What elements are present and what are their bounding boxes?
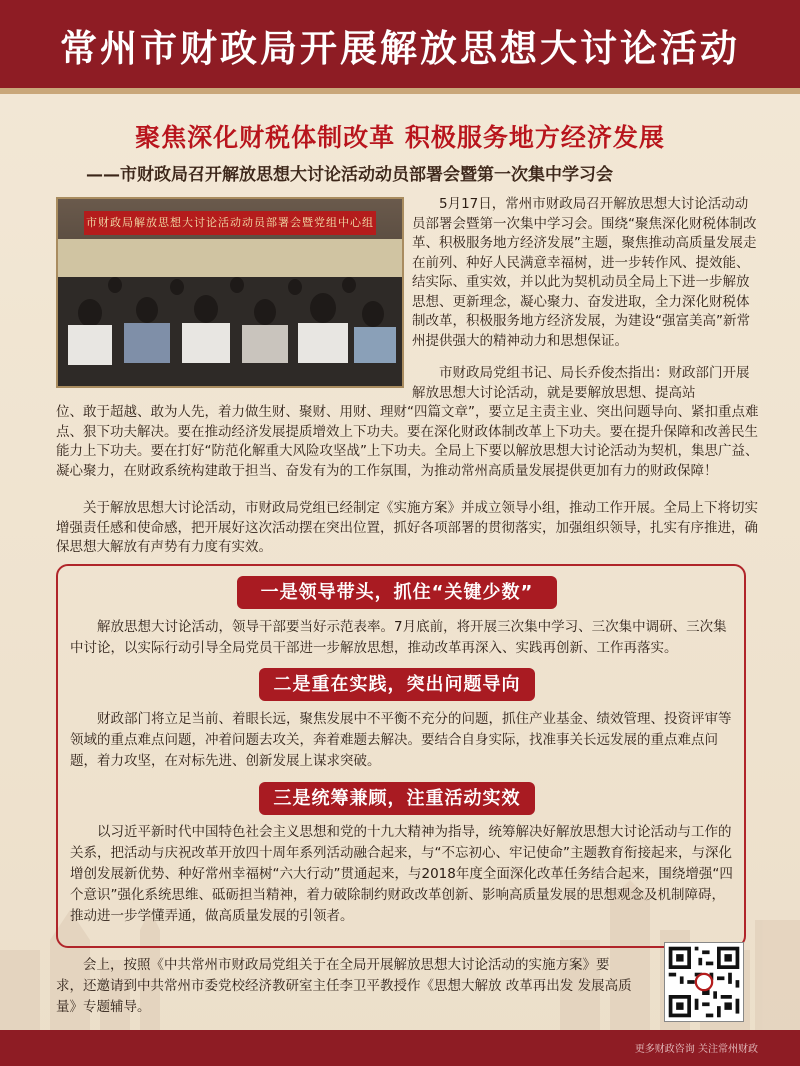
plan-paragraph: 关于解放思想大讨论活动，市财政局党组已经制定《实施方案》并成立领导小组，推动工作开展。全局上下将切实增强责任感和使命感，把开展好这次活动摆在突出位置，抓好各项部署的贯彻落实，加强组织领导，扎实有序推进，确保思想大解放有声势有力度有实效。 <box>56 500 758 555</box>
photo-banner <box>84 211 376 235</box>
speech-paragraph: 位、敢于超越、敢为人先，着力做生财、聚财、用财、理财“四篇文章”，要立足主责主业、突出问题导向、紧扣重点难点、狠下功夫解决。要在推动经济发展提质增效上下功夫。要在深化财政体制改革上下功夫。要在提升保障和改善民生能力上下功夫。要在打好“防范化解重大风险攻坚战”上下功夫。全局上下要以解放思想大讨论活动为契机，集思广益、凝心聚力，在财政系统构建敢于担当、奋发有为的工作氛围，为推动常州高质量发展提供更加有力的财政保障！ <box>56 404 759 479</box>
qr-code-icon[interactable] <box>664 942 744 1022</box>
title-underline <box>0 88 800 94</box>
section-body-2: 财政部门将立足当前、着眼长远，聚焦发展中不平衡不充分的问题，抓住产业基金、绩效管理、投资评审等领域的重点难点问题，冲着问题去攻关，奔着难题去解决。要结合自身实际，找准事关长远发展的重点难点问题，着力攻坚，在对标先进、创新发展上谋求突破。 <box>70 711 732 769</box>
section-heading-1: 一是领导带头，抓住“关键少数” <box>237 576 557 609</box>
page-title: 常州市财政局开展解放思想大讨论活动 <box>60 27 740 70</box>
section-body-3: 以习近平新时代中国特色社会主义思想和党的十九大精神为指导，统筹解决好解放思想大讨论活动与工作的关系，把活动与庆祝改革开放四十周年系列活动融合起来，与“不忘初心、牢记使命”主题教育衔接起来，与深化增创发展新优势、种好常州幸福树“六大行动”贯通起来，与2018年度全面深化改革任务结合起来，围绕增强“四个意识”强化系统思维、砥砺担当精神，着力破除制约财政改革创新、影响高质量发展的思想观念及机制障碍，推动进一步学懂弄通，做高质量发展的引领者。 <box>70 824 733 924</box>
intro-paragraph: 5月17日，常州市财政局召开解放思想大讨论活动动员部署会暨第一次集中学习会。围绕“聚焦深化财税体制改革、积极服务地方经济发展”主题，聚焦推动高质量发展走在前列、种好人民满意幸福树，进一步转作风、提效能、结实际、重实效，并以此为契机动员全局上下进一步解放思想、更新理念，凝心聚力、奋发进取，全力深化财税体制改革，积极服务地方经济发展，为建设“强富美高”新常州提供强大的精神动力和思想保证。 <box>412 196 757 349</box>
section-heading-2: 二是重在实践，突出问题导向 <box>259 668 535 701</box>
photo-audience <box>58 277 402 386</box>
closing-paragraph: 会上，按照《中共常州市财政局党组关于在全局开展解放思想大讨论活动的实施方案》要求，还邀请到中共常州市委党校经济教研室主任李卫平教授作《思想大解放 改革再出发 发展高质量》专题辅导。 <box>56 957 632 1015</box>
photo-banner-text: 市财政局解放思想大讨论活动动员部署会暨党组中心组 <box>86 216 374 229</box>
article-headline: 聚焦深化财税体制改革 积极服务地方经济发展 <box>135 123 665 152</box>
article-subheadline: ——市财政局召开解放思想大讨论活动动员部署会暨第一次集中学习会 <box>86 165 613 185</box>
title-band <box>0 0 800 88</box>
section-heading-3: 三是统筹兼顾，注重活动实效 <box>259 782 535 815</box>
speech-paragraph-start: 市财政局党组书记、局长乔俊杰指出：财政部门开展解放思想大讨论活动，就是要解放思想、提高站 <box>412 365 750 401</box>
meeting-photo <box>56 197 404 388</box>
footer-note: 更多财政咨询 关注常州财政 <box>634 1044 758 1055</box>
section-body-1: 解放思想大讨论活动，领导干部要当好示范表率。7月底前，将开展三次集中学习、三次集中调研、三次集中讨论，以实际行动引导全局党员干部进一步解放思想，推动改革再深入、实践再创新、工作再落实。 <box>70 619 727 656</box>
